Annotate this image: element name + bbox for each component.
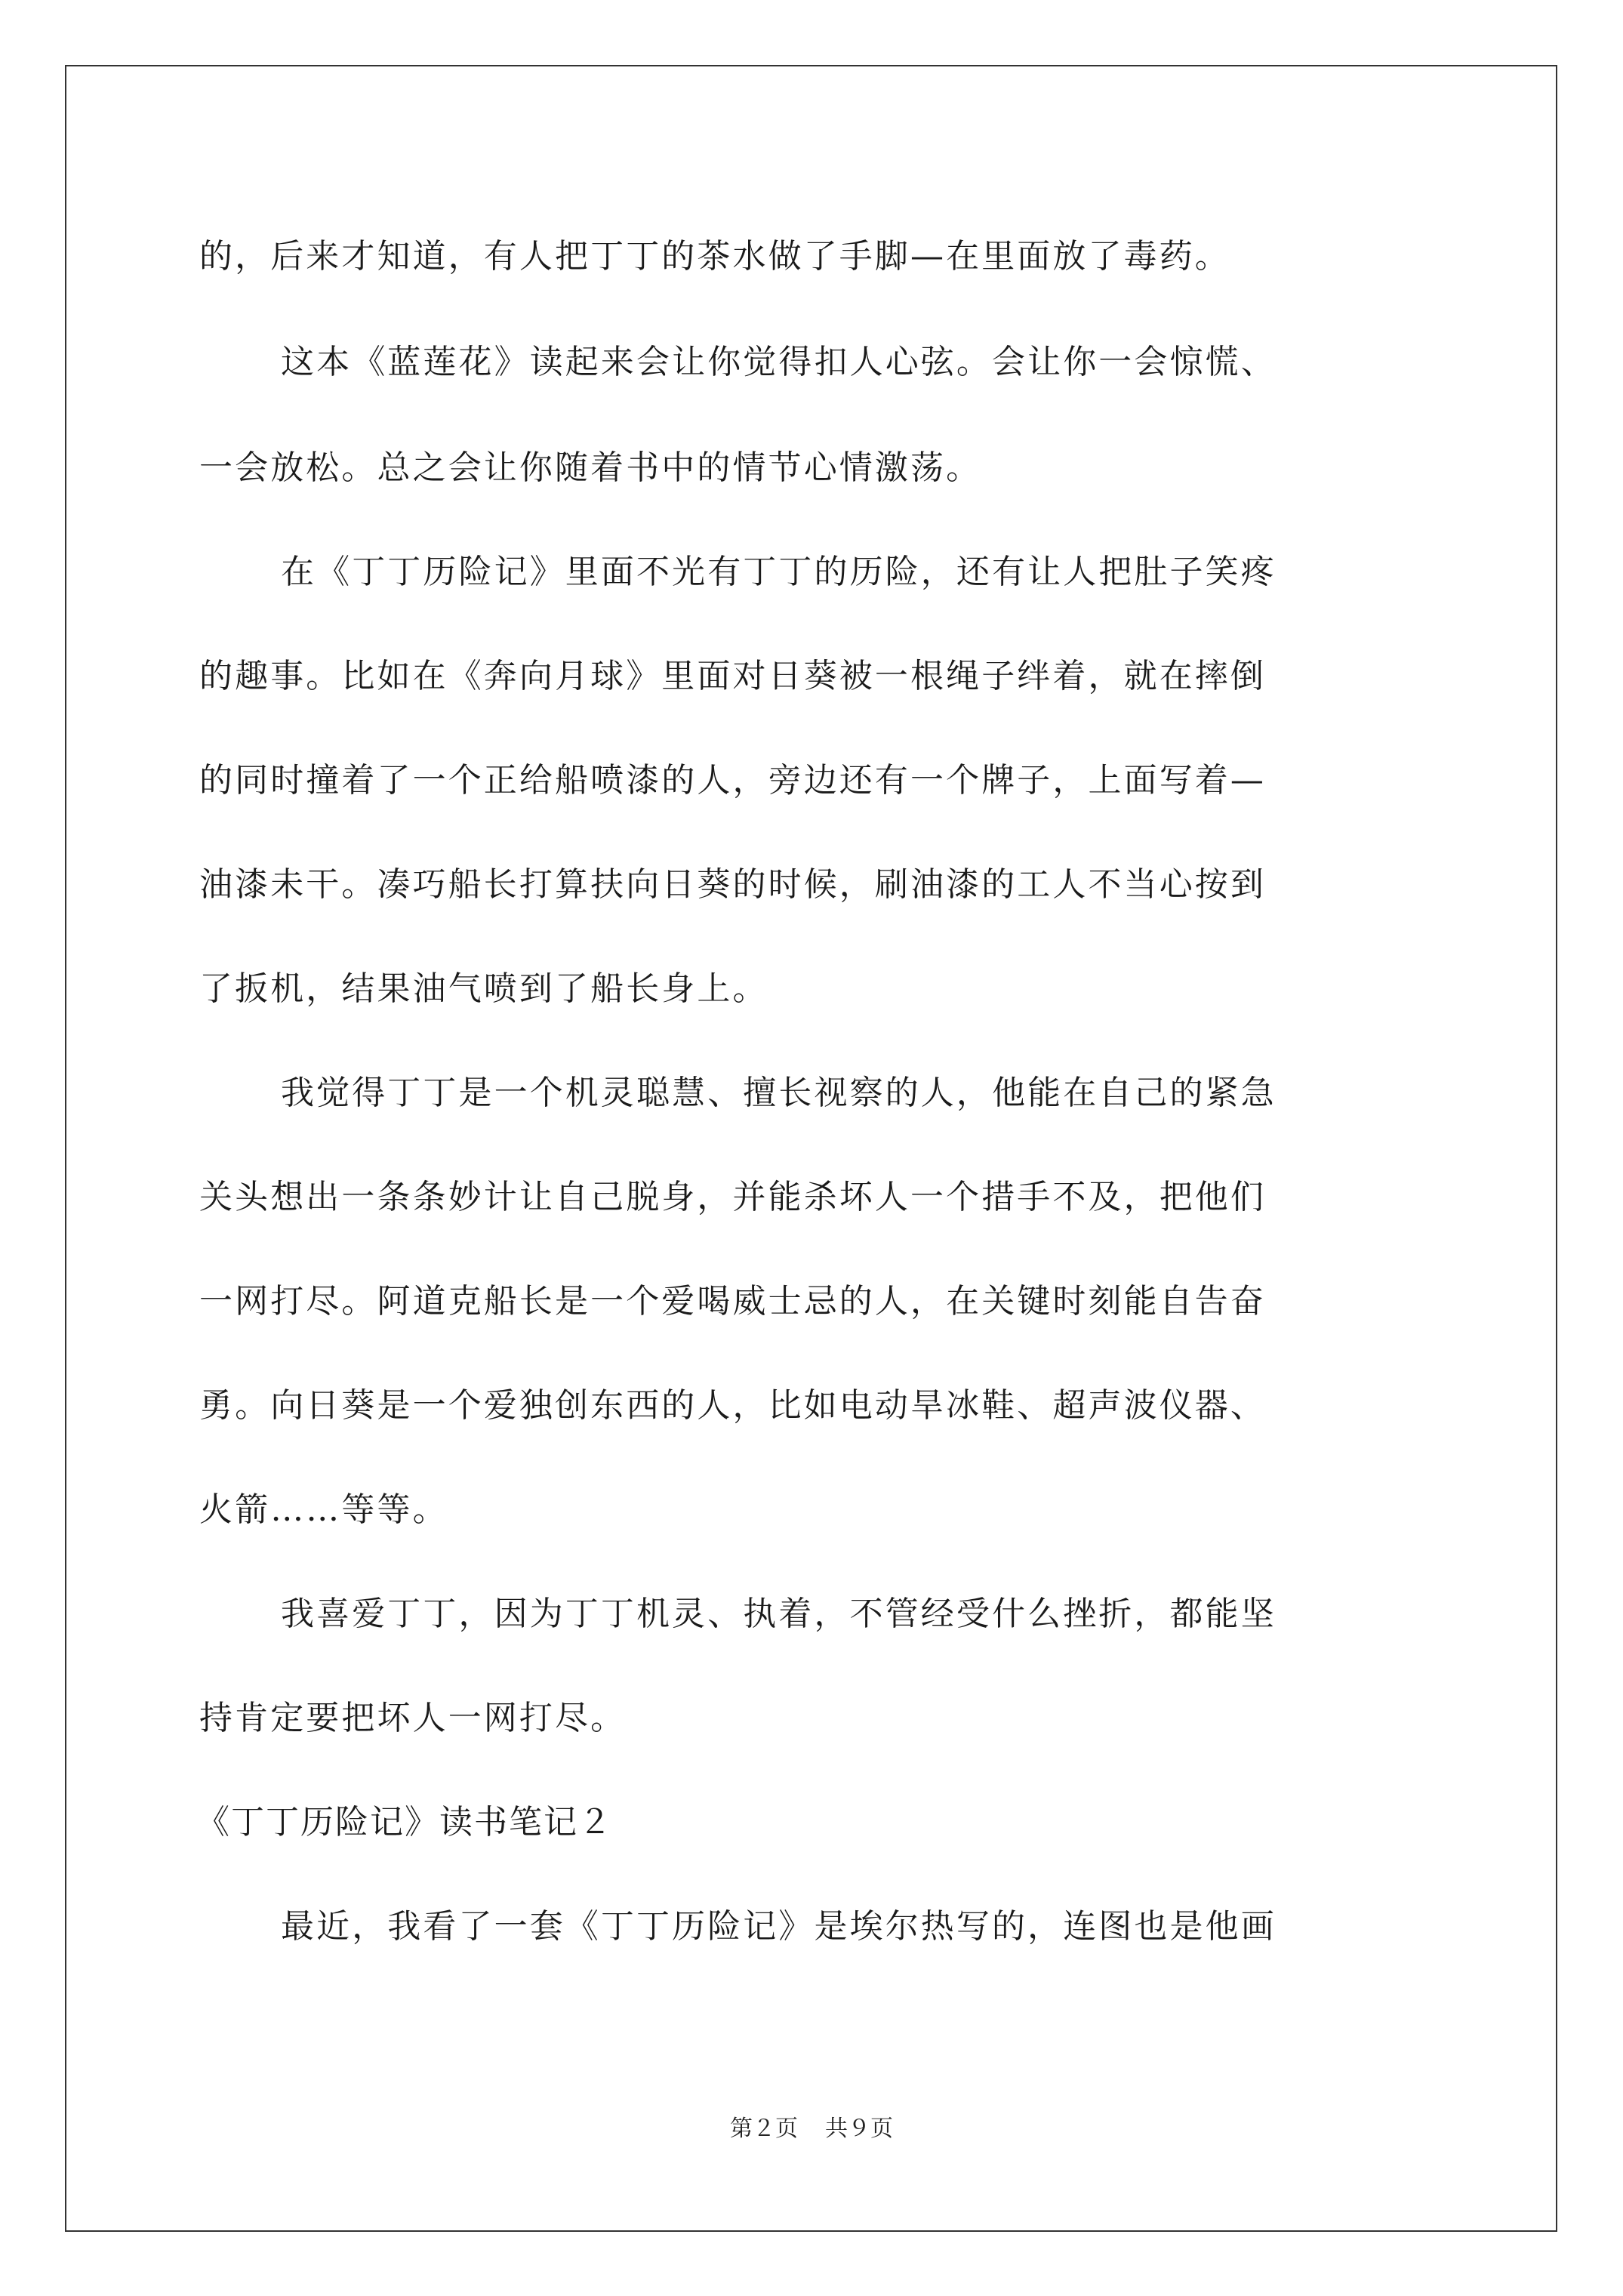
text-line: 的，后来才知道，有人把丁丁的茶水做了手脚—在里面放了毒药。 xyxy=(199,237,1230,276)
text-line: 关头想出一条条妙计让自己脱身，并能杀坏人一个措手不及，把他们 xyxy=(199,1178,1266,1216)
text-line: 的趣事。比如在《奔向月球》里面对日葵被一根绳子绊着，就在摔倒 xyxy=(199,657,1266,695)
paragraph-first-line: 我觉得丁丁是一个机灵聪慧、擅长视察的人，他能在自己的紧急 xyxy=(281,1074,1277,1112)
text-line: 一网打尽。阿道克船长是一个爱喝威士忌的人，在关键时刻能自告奋 xyxy=(199,1282,1266,1321)
text-line: 一会放松。总之会让你随着书中的情节心情激荡。 xyxy=(199,448,982,487)
text-line: 火箭……等等。 xyxy=(199,1490,448,1529)
paragraph-first-line: 最近，我看了一套《丁丁历险记》是埃尔热写的，连图也是他画 xyxy=(281,1907,1277,1946)
text-line: 勇。向日葵是一个爱独创东西的人，比如电动旱冰鞋、超声波仪器、 xyxy=(199,1386,1266,1425)
text-line: 油漆未干。凑巧船长打算扶向日葵的时候，刷油漆的工人不当心按到 xyxy=(199,865,1266,904)
text-line: 持肯定要把坏人一网打尽。 xyxy=(199,1699,627,1737)
page-number: 第２页 xyxy=(730,2116,798,2142)
page-footer xyxy=(0,2114,1623,2144)
paragraph-first-line: 我喜爱丁丁，因为丁丁机灵、执着，不管经受什么挫折，都能坚 xyxy=(281,1595,1277,1633)
paragraph-first-line: 这本《蓝莲花》读起来会让你觉得扣人心弦。会让你一会惊慌、 xyxy=(281,343,1277,381)
section-heading: 《丁丁历险记》读书笔记２ xyxy=(196,1803,613,1841)
text-line: 了扳机，结果油气喷到了船长身上。 xyxy=(199,969,768,1008)
text-line: 的同时撞着了一个正给船喷漆的人，旁边还有一个牌子，上面写着— xyxy=(199,761,1266,800)
page-total: 共９页 xyxy=(825,2116,893,2142)
paragraph-first-line: 在《丁丁历险记》里面不光有丁丁的历险，还有让人把肚子笑疼 xyxy=(281,553,1277,591)
